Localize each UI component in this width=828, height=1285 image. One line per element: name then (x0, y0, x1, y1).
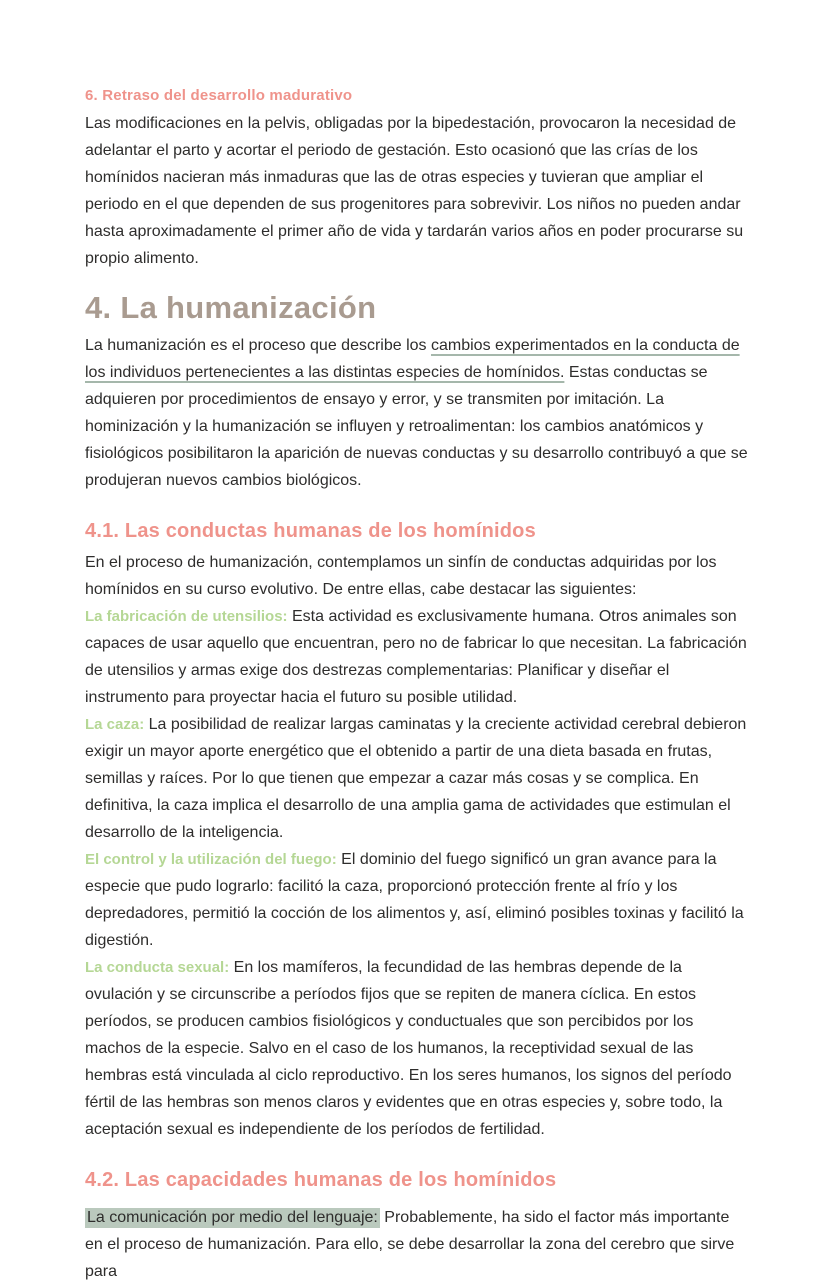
section-4-1-heading: 4.1. Las conductas humanas de los homínidos (85, 520, 536, 542)
section-6-heading: 6. Retraso del desarrollo madurativo (85, 87, 353, 104)
conduct-item-fuego (85, 846, 748, 954)
section-4-2-text: Probablemente, ha sido el factor más importante en el proceso de humanización. Para ello, se debe desarrollar la zona del cerebro que sirve para (85, 1209, 735, 1280)
section-4-2-paragraph (85, 1204, 748, 1285)
section-4-2-highlighted-lead: La comunicación por medio del lenguaje: (87, 1209, 378, 1226)
section-4-intro-underlined: cambios experimentados en la conducta de los individuos pertenecientes a las distintas especies de homínidos. (85, 337, 740, 381)
section-4-1-intro: En el proceso de humanización, contemplamos un sinfín de conductas adquiridas por los homínidos en su curso evolutivo. De entre ellas, cabe destacar las siguientes: (85, 554, 717, 598)
section-4-2-heading: 4.2. Las capacidades humanas de los homínidos (85, 1169, 557, 1191)
conduct-item-caza (85, 711, 748, 846)
section-4-paragraph (85, 332, 748, 494)
conduct-item-sexual-text: En los mamíferos, la fecundidad de las hembras depende de la ovulación y se circunscribe a períodos fijos que se repiten de manera cíclica. En estos períodos, se producen cambios fisiológicos y conductuales que son percibidos por los machos de la especie. Salvo en el caso de los humanos, la receptividad sexual de las hembras está vinculada al ciclo reproductivo. En los seres humanos, los signos del período fértil de las hembras son menos claros y evidentes que en otras especies y, sobre todo, la aceptación sexual es independiente de los períodos de fertilidad. (85, 959, 732, 1138)
conduct-item-sexual (85, 954, 748, 1143)
section-6-paragraph: Las modificaciones en la pelvis, obligadas por la bipedestación, provocaron la necesidad de adelantar el parto y acortar el periodo de gestación. Esto ocasionó que las crías de los homínidos nacieran más inmaduras que las de otras especies y tuvieran que ampliar el periodo en el que dependen de sus progenitores para sobrevivir. Los niños no pueden andar hasta aproximadamente el primer año de vida y tardarán varios años en poder procurarse su propio alimento. (85, 115, 744, 267)
conduct-item-utensilios-text: Esta actividad es exclusivamente humana. Otros animales son capaces de usar aquello que encuentran, pero no de fabricar lo que necesitan. La fabricación de utensilios y armas exige dos destrezas complementarias: Planificar y diseñar el instrumento para proyectar hacia el futuro su posible utilidad. (85, 608, 747, 706)
conduct-item-utensilios (85, 603, 748, 711)
conduct-item-caza-lead: La caza: (85, 716, 145, 733)
conduct-item-sexual-lead: La conducta sexual: (85, 959, 230, 976)
conduct-item-caza-text: La posibilidad de realizar largas caminatas y la creciente actividad cerebral debieron exigir un mayor aporte energético que el obtenido a partir de una dieta basada en frutas, semillas y raíces. Por lo que tienen que empezar a cazar más cosas y se complica. En definitiva, la caza implica el desarrollo de una amplia gama de actividades que estimulan el desarrollo de la inteligencia. (85, 716, 747, 841)
section-4-intro-before: La humanización es el proceso que describe los (85, 337, 431, 354)
conduct-item-fuego-text: El dominio del fuego significó un gran avance para la especie que pudo lograrlo: facilitó la caza, proporcionó protección frente al frío y los depredadores, permitió la cocción de los alimentos y, así, eliminó posibles toxinas y facilitó la digestión. (85, 851, 744, 949)
conduct-item-utensilios-lead: La fabricación de utensilios: (85, 608, 288, 625)
section-4-intro-after: Estas conductas se adquieren por procedimientos de ensayo y error, y se transmiten por imitación. La hominización y la humanización se influyen y retroalimentan: los cambios anatómicos y fisiológicos posibilitaron la aparición de nuevas conductas y su desarrollo contribuyó a que se produjeran nuevos cambios biológicos. (85, 364, 748, 489)
conduct-item-fuego-lead: El control y la utilización del fuego: (85, 851, 337, 868)
section-4-heading: 4. La humanización (85, 290, 377, 325)
